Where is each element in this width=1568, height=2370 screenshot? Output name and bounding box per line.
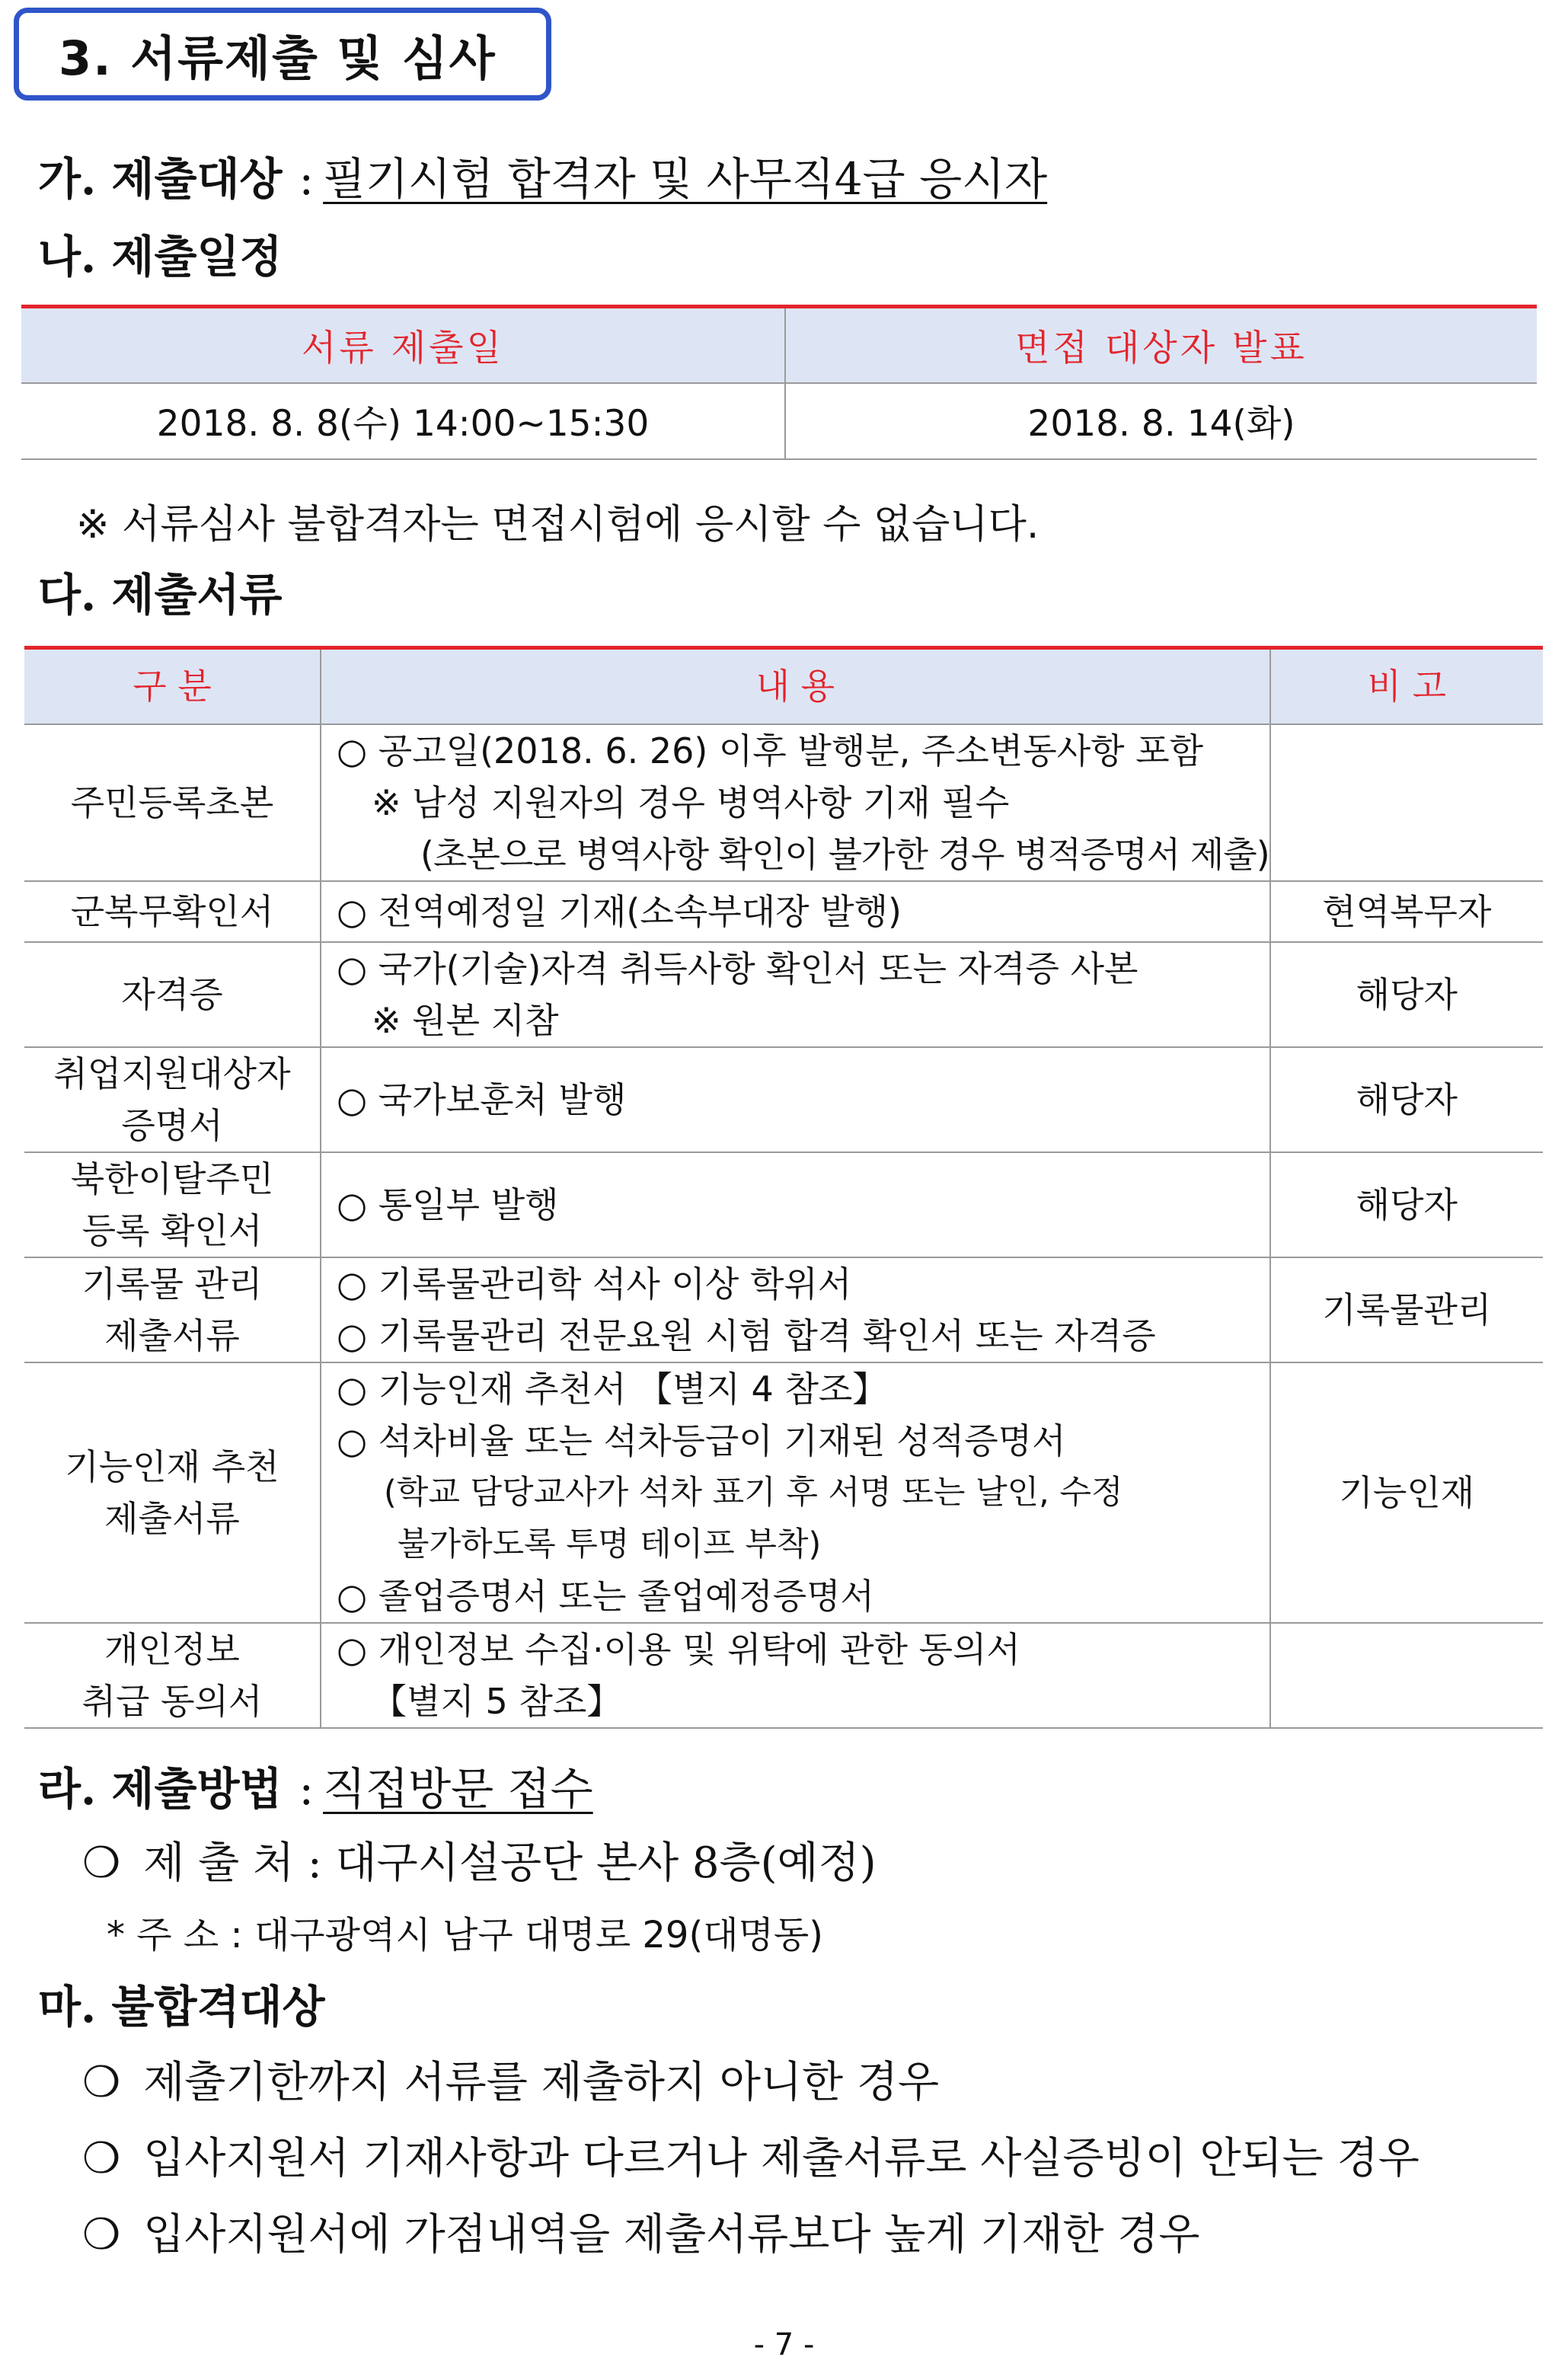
documents-content [321,1047,1270,1152]
documents-category-line: 취급 동의서 [81,1680,263,1722]
heading-method [38,1753,593,1817]
documents-category [24,881,321,942]
heading-method-value: 직접방문 접수 [323,1763,593,1815]
documents-content-line: ○ 통일부 발행 [337,1183,559,1225]
documents-content-line: ○ 공고일(2018. 6. 26) 이후 발행분, 주소변동사항 포함 [337,730,1204,771]
documents-content-line: ○ 기능인재 추천서 【별지 4 참조】 [337,1368,888,1410]
documents-category-line: 기능인재 추천 [65,1445,279,1487]
documents-row [24,1257,1543,1362]
documents-content-line: (학교 담당교사가 석차 표기 후 서명 또는 날인, 수정 [384,1473,1123,1512]
documents-content [321,881,1270,942]
bullet-icon: ❍ [82,1838,121,1888]
bullet-icon: ❍ [82,2058,121,2107]
disqualify-item [82,2125,1420,2186]
documents-category-line: 군복무확인서 [70,890,274,932]
schedule-header-announce: 면접 대상자 발표 [785,307,1537,383]
heading-target-label: 가. 제출대상 [38,153,283,205]
documents-row [24,942,1543,1047]
documents-content [321,1623,1270,1728]
documents-content-line: ○ 졸업증명서 또는 졸업예정증명서 [337,1575,875,1617]
schedule-header-submit: 서류 제출일 [302,327,504,369]
documents-content-line: (초본으로 병역사항 확인이 불가한 경우 병적증명서 제출) [420,833,1269,875]
documents-category-line: 주민등록초본 [70,781,274,823]
documents-category-line: 개인정보 [104,1628,240,1670]
documents-content-line: ○ 전역예정일 기재(소속부대장 발행) [337,890,902,932]
documents-category [24,942,321,1047]
documents-content-line: ○ 석차비율 또는 석차등급이 기재된 성적증명서 [337,1420,1066,1461]
documents-category [24,1257,321,1362]
documents-note: 해당자 [1270,1047,1543,1152]
documents-category-line: 제출서류 [104,1497,240,1539]
documents-category-line: 취업지원대상자 [53,1052,291,1094]
documents-note: 기능인재 [1270,1362,1543,1623]
documents-header-content: 내 용 [321,648,1270,724]
heading-method-sep: : [299,1763,315,1815]
page-number: - 7 - [753,2327,815,2362]
heading-method-label: 라. 제출방법 [38,1763,283,1815]
disqualify-text: 입사지원서 기재사항과 다르거나 제출서류로 사실증빙이 안되는 경우 [143,2134,1420,2183]
documents-category-line: 기록물 관리 [81,1263,263,1305]
documents-content-line: ○ 기록물관리학 석사 이상 학위서 [337,1263,852,1305]
documents-note [1270,724,1543,881]
documents-category-line: 증명서 [121,1104,223,1146]
documents-category [24,1362,321,1623]
documents-content-line: ※ 남성 지원자의 경우 병역사항 기재 필수 [372,781,1010,823]
heading-documents-label: 다. 제출서류 [38,569,283,621]
documents-content-line: ○ 개인정보 수집·이용 및 위탁에 관한 동의서 [337,1628,1020,1670]
heading-target-value: 필기시험 합격자 및 사무직4급 응시자 [323,153,1048,205]
heading-documents [38,559,283,623]
disqualify-text: 입사지원서에 가점내역을 제출서류보다 높게 기재한 경우 [143,2210,1200,2260]
notice-text: ※ 서류심사 불합격자는 면접시험에 응시할 수 없습니다. [76,502,1039,548]
documents-header-category: 구 분 [24,648,321,724]
schedule-header-row [21,307,1537,383]
documents-header-row [24,648,1543,724]
schedule-table [21,305,1537,460]
documents-category-line: 제출서류 [104,1314,240,1356]
documents-content-line: ※ 원본 지참 [372,999,559,1041]
documents-row [24,1623,1543,1728]
documents-row [24,724,1543,881]
documents-note [1270,1623,1543,1728]
documents-content-line: ○ 기록물관리 전문요원 시험 합격 확인서 또는 자격증 [337,1314,1156,1356]
submit-place [82,1829,877,1890]
documents-category-line: 자격증 [121,973,223,1015]
heading-schedule [38,221,283,285]
documents-category [24,1047,321,1152]
documents-note: 현역복무자 [1270,881,1543,942]
section-title-box [14,8,551,101]
documents-content-line: 불가하도록 투명 테이프 부착) [398,1525,822,1563]
documents-category [24,724,321,881]
heading-disqualify-label: 마. 불합격대상 [38,1981,325,2033]
documents-content-line: ○ 국가(기술)자격 취득사항 확인서 또는 자격증 사본 [337,947,1138,989]
documents-category-line: 북한이탈주민 [70,1158,274,1199]
schedule-row [21,383,1537,459]
documents-content-line: ○ 국가보훈처 발행 [337,1078,627,1120]
heading-schedule-label: 나. 제출일정 [38,231,283,283]
disqualify-item [82,2049,939,2110]
documents-category [24,1623,321,1728]
documents-category-line: 등록 확인서 [81,1209,263,1251]
documents-row [24,1362,1543,1623]
documents-content [321,1257,1270,1362]
section-title: 3. 서류제출 및 심사 [59,30,497,86]
documents-row [24,881,1543,942]
documents-content [321,724,1270,881]
documents-table [24,646,1543,1729]
documents-content [321,942,1270,1047]
documents-row [24,1152,1543,1257]
documents-content [321,1362,1270,1623]
documents-note: 해당자 [1270,1152,1543,1257]
heading-disqualify [38,1971,325,2035]
documents-note: 기록물관리 [1270,1257,1543,1362]
disqualify-text: 제출기한까지 서류를 제출하지 아니한 경우 [143,2058,940,2107]
disqualify-item [82,2201,1200,2262]
documents-content-line: 【별지 5 참조】 [372,1680,622,1722]
documents-content [321,1152,1270,1257]
bullet-icon: ❍ [82,2210,121,2260]
bullet-icon: ❍ [82,2134,121,2183]
heading-target [38,143,1047,207]
heading-target-sep: : [299,153,315,205]
documents-note: 해당자 [1270,942,1543,1047]
submit-place-text: 제 출 처 : 대구시설공단 본사 8층(예정) [143,1838,877,1888]
schedule-submit-date: 2018. 8. 8(수) 14:00~15:30 [156,403,650,445]
schedule-announce-date: 2018. 8. 14(화) [785,383,1537,459]
documents-row [24,1047,1543,1152]
documents-header-note: 비 고 [1270,648,1543,724]
address-text: * 주 소 : 대구광역시 남구 대명로 29(대명동) [107,1914,824,1956]
documents-category [24,1152,321,1257]
